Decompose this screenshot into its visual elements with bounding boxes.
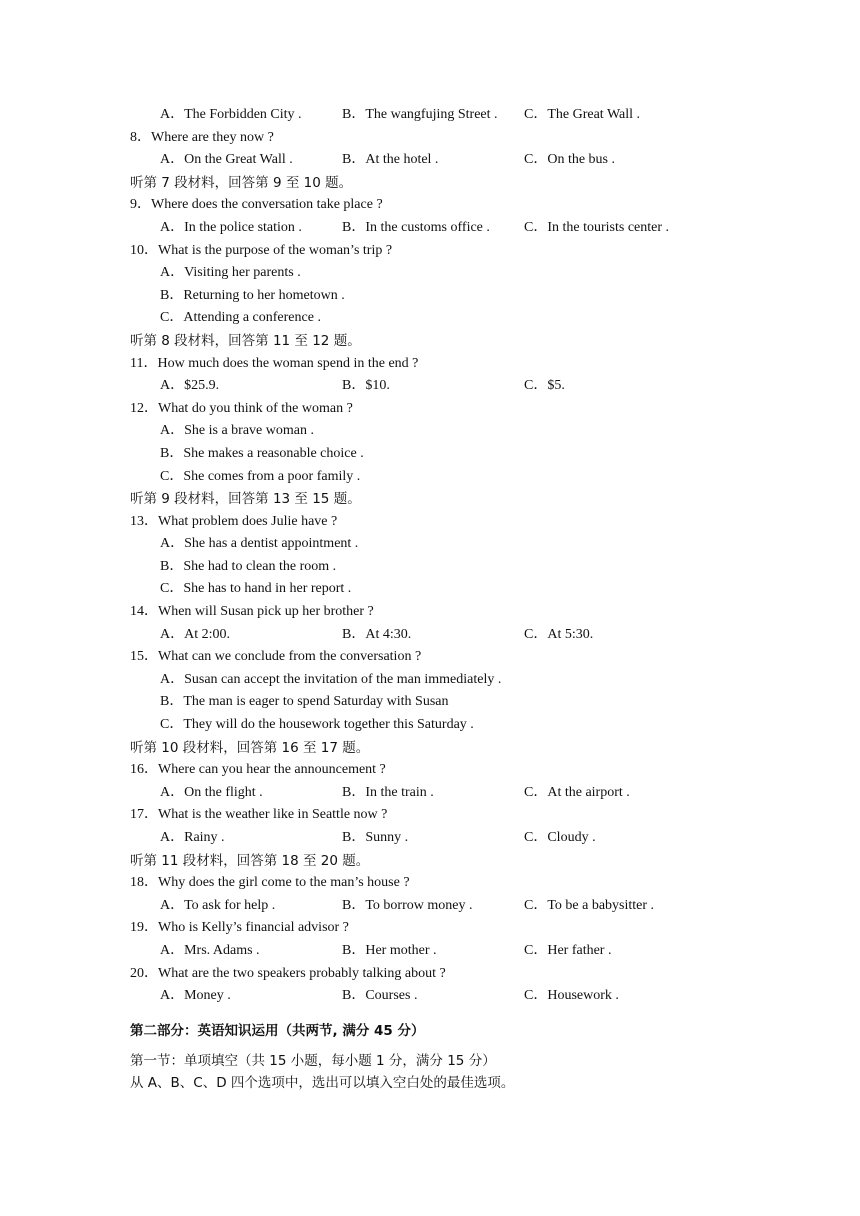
answer-option: A．The Forbidden City . <box>160 107 302 122</box>
answer-option: C．At the airport . <box>524 784 630 800</box>
listening-section <box>0 104 860 1008</box>
answer-option: C．They will do the housework together this Saturday . <box>160 717 474 733</box>
answer-option: C．She has to hand in her report . <box>160 581 352 597</box>
question: 12．What do you think of the woman ? <box>130 400 353 416</box>
answer-option: C．$5. <box>524 378 565 394</box>
answer-option: B．At the hotel . <box>342 152 439 168</box>
material-heading: 听第 9 段材料，回答第 13 至 15 题。 <box>130 491 361 508</box>
answer-option: A．At 2:00. <box>160 626 230 642</box>
answer-option: B．Courses . <box>342 988 418 1004</box>
option-row <box>0 895 860 918</box>
section1-title: 第一节：单项填空（共 15 小题，每小题 1 分，满分 15 分） <box>130 1052 496 1069</box>
answer-option: A．She is a brave woman . <box>160 423 314 439</box>
material-heading: 听第 7 段材料，回答第 9 至 10 题。 <box>130 174 353 191</box>
question: 10．What is the purpose of the woman’s trip ? <box>130 242 393 258</box>
option-row <box>0 985 860 1008</box>
option-row <box>0 624 860 647</box>
answer-option: C．Cloudy . <box>524 830 596 845</box>
answer-option: A．Money . <box>160 988 231 1004</box>
question: 17．What is the weather like in Seattle now ? <box>130 807 388 823</box>
answer-option: A．Rainy . <box>160 830 225 845</box>
option-row <box>0 782 860 805</box>
option-row <box>0 104 860 127</box>
answer-option: C．The Great Wall . <box>524 107 641 122</box>
question: 20．What are the two speakers probably talking about ? <box>130 965 446 981</box>
answer-option: B．She makes a reasonable choice . <box>160 445 364 461</box>
exam-page <box>0 104 860 1094</box>
option-row <box>0 375 860 398</box>
answer-option: B．The wangfujing Street . <box>342 107 498 122</box>
answer-option: C．Attending a conference . <box>160 310 321 326</box>
material-heading: 听第 10 段材料，回答第 16 至 17 题。 <box>130 739 370 756</box>
question: 8．Where are they now ? <box>130 129 274 145</box>
answer-option: C．To be a babysitter . <box>524 897 655 913</box>
section1-instruction: 从 A、B、C、D 四个选项中，选出可以填入空白处的最佳选项。 <box>130 1074 515 1091</box>
answer-option: A．Susan can accept the invitation of the man immediately . <box>160 671 502 687</box>
answer-option: B．To borrow money . <box>342 897 473 913</box>
question: 18．Why does the girl come to the man’s house ? <box>130 875 410 891</box>
question: 19．Who is Kelly’s financial advisor ? <box>130 920 349 936</box>
question: 16．Where can you hear the announcement ? <box>130 762 386 778</box>
answer-option: A．On the flight . <box>160 784 263 800</box>
answer-option: B．In the train . <box>342 784 434 800</box>
option-row <box>0 149 860 172</box>
option-row <box>0 217 860 240</box>
option-row <box>0 940 860 963</box>
answer-option: B．Her mother . <box>342 942 437 958</box>
answer-option: B．The man is eager to spend Saturday with Susan <box>160 694 449 710</box>
answer-option: A．$25.9. <box>160 378 220 394</box>
answer-option: B．$10. <box>342 378 390 394</box>
answer-option: B．At 4:30. <box>342 626 412 642</box>
question: 11．How much does the woman spend in the end ? <box>130 355 419 371</box>
material-heading: 听第 11 段材料，回答第 18 至 20 题。 <box>130 852 370 869</box>
question: 9．Where does the conversation take place ? <box>130 197 383 213</box>
answer-option: A．In the police station . <box>160 219 302 235</box>
material-heading: 听第 8 段材料，回答第 11 至 12 题。 <box>130 332 361 349</box>
answer-option: C．In the tourists center . <box>524 219 670 235</box>
answer-option: A．She has a dentist appointment . <box>160 536 359 552</box>
question: 13．What problem does Julie have ? <box>130 513 338 529</box>
question: 14．When will Susan pick up her brother ? <box>130 604 374 620</box>
answer-option: A．On the Great Wall . <box>160 152 293 168</box>
answer-option: A．Mrs. Adams . <box>160 942 260 958</box>
answer-option: A．To ask for help . <box>160 897 276 913</box>
answer-option: A．Visiting her parents . <box>160 265 301 281</box>
answer-option: B．Returning to her hometown . <box>160 287 345 303</box>
answer-option: B．Sunny . <box>342 830 409 845</box>
question: 15．What can we conclude from the conversation ? <box>130 649 422 665</box>
option-row <box>0 827 860 850</box>
answer-option: C．She comes from a poor family . <box>160 468 361 484</box>
answer-option: C．Housework . <box>524 988 619 1004</box>
answer-option: B．She had to clean the room . <box>160 558 337 574</box>
answer-option: C．Her father . <box>524 942 612 958</box>
answer-option: C．At 5:30. <box>524 626 594 642</box>
answer-option: C．On the bus . <box>524 152 615 168</box>
part2-heading: 第二部分：英语知识运用（共两节, 满分 45 分） <box>130 1022 425 1039</box>
answer-option: B．In the customs office . <box>342 219 490 235</box>
